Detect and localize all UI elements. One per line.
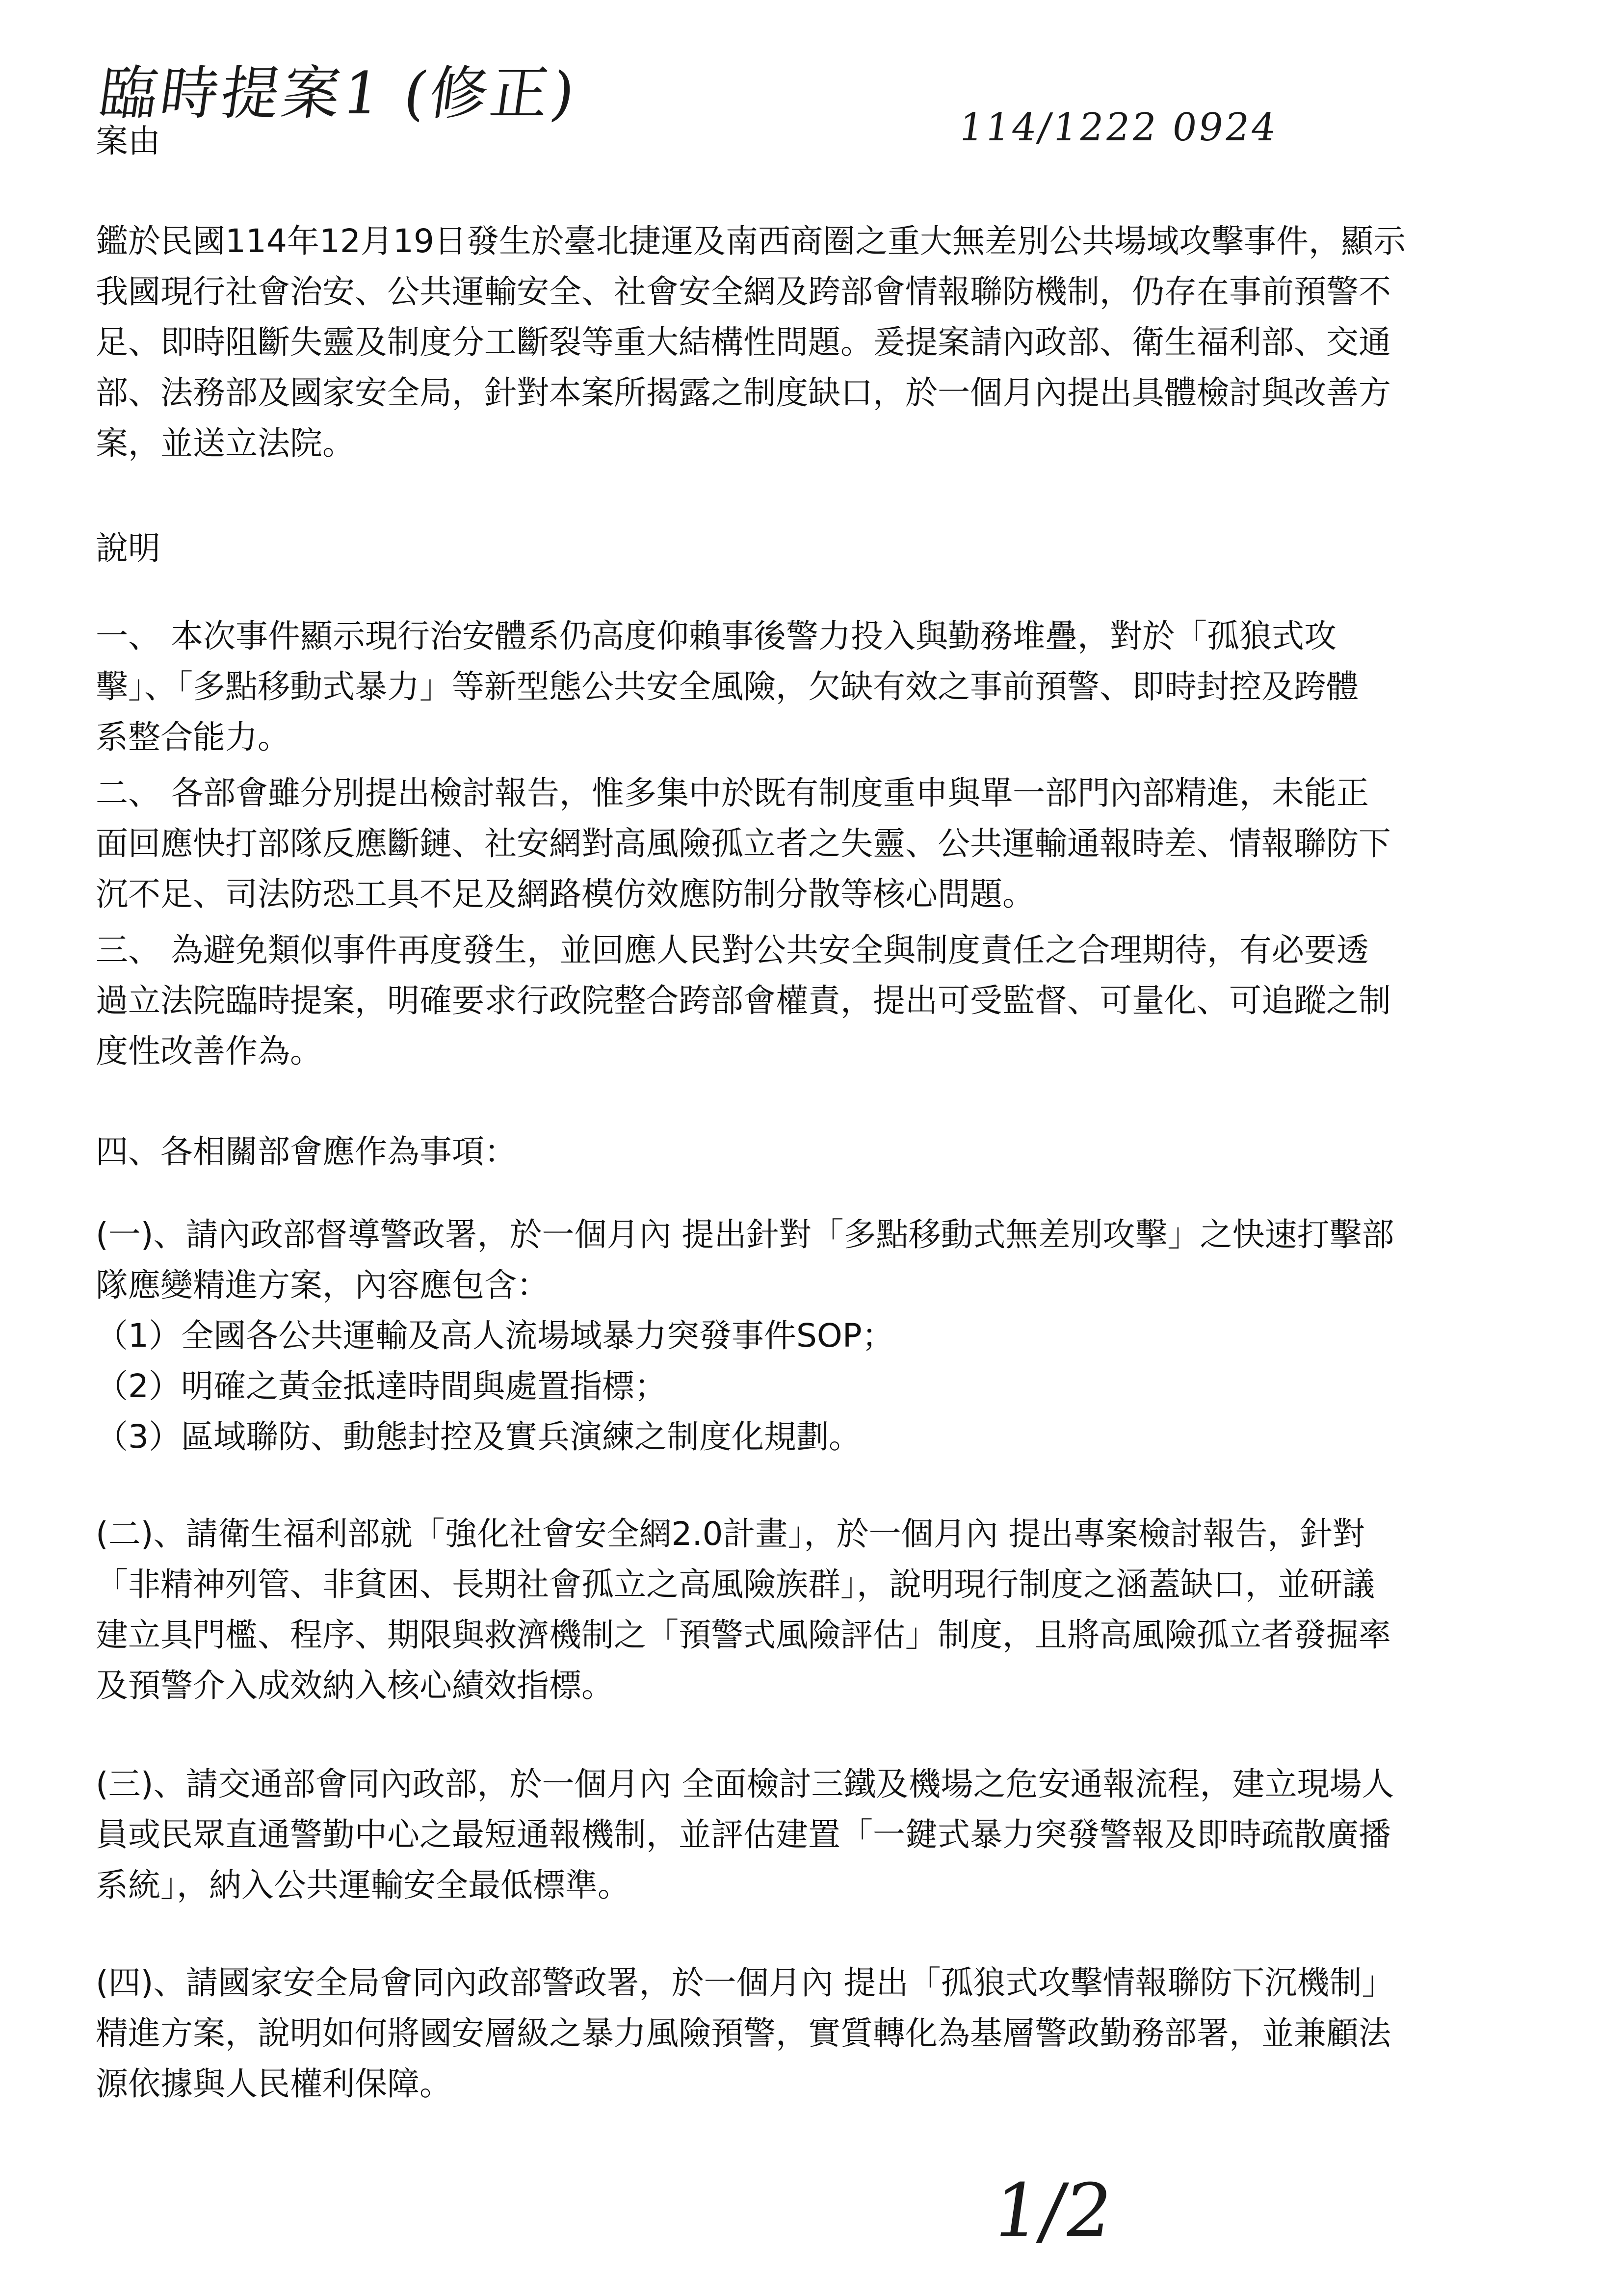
text-line: 員或民眾直通警勤中心之最短通報機制，並評估建置「一鍵式暴力突發警報及即時疏散廣播 (96, 1816, 1391, 1853)
text-line: 三、 為避免類似事件再度發生，並回應人民對公共安全與制度責任之合理期待，有必要透 (96, 931, 1369, 969)
text-line: 度性改善作為。 (96, 1032, 322, 1070)
handwritten-page-number: 1/2 (987, 2168, 1118, 2254)
text-line: （2）明確之黃金抵達時間與處置指標； (96, 1367, 667, 1405)
text-line: 案，並送立法院。 (96, 424, 355, 462)
text-line: 隊應變精進方案，內容應包含： (96, 1266, 549, 1304)
text-line: 擊」、「多點移動式暴力」等新型態公共安全風險，欠缺有效之事前預警、即時封控及跨體 (96, 668, 1359, 705)
action-item-1 (96, 1209, 1548, 1462)
text-line: 系統」，納入公共運輸安全最低標準。 (96, 1866, 630, 1904)
explain-heading: 說明 (96, 529, 160, 567)
explain-point-1 (96, 611, 1548, 762)
text-line: 鑑於民國114年12月19日發生於臺北捷運及南西商圈之重大無差別公共場域攻擊事件，顯示 (96, 222, 1406, 260)
text-line: (一)、請內政部督導警政署，於一個月內 提出針對「多點移動式無差別攻擊」之快速打擊部 (96, 1216, 1394, 1253)
text-line: 我國現行社會治安、公共運輸安全、社會安全網及跨部會情報聯防機制，仍存在事前預警不 (96, 273, 1391, 311)
text-line: 二、 各部會雖分別提出檢討報告，惟多集中於既有制度重申與單一部門內部精進，未能正 (96, 774, 1369, 812)
text-line: (二)、請衛生福利部就「強化社會安全網2.0計畫」，於一個月內 提出專案檢討報告，針對 (96, 1515, 1365, 1553)
action-item-4 (96, 1957, 1548, 2109)
handwritten-date-stamp: 114/1222 0924 (956, 105, 1281, 150)
text-line: 及預警介入成效納入核心績效指標。 (96, 1667, 614, 1704)
text-line: 沉不足、司法防恐工具不足及網路模仿效應防制分散等核心問題。 (96, 875, 1035, 913)
handwritten-title: 臨時提案1 (修正) (95, 59, 582, 127)
text-line: (四)、請國家安全局會同內政部警政署，於一個月內 提出「孤狼式攻擊情報聯防下沉機制」 (96, 1964, 1394, 2002)
text-line: 一、 本次事件顯示現行治安體系仍高度仰賴事後警力投入與勤務堆疊，對於「孤狼式攻 (96, 617, 1336, 655)
text-line: 部、法務部及國家安全局，針對本案所揭露之制度缺口，於一個月內提出具體檢討與改善方 (96, 374, 1391, 412)
text-line: 「非精神列管、非貧困、長期社會孤立之高風險族群」，說明現行制度之涵蓋缺口，並研議 (96, 1565, 1375, 1603)
text-line: 建立具門檻、程序、期限與救濟機制之「預警式風險評估」制度，且將高風險孤立者發掘率 (96, 1616, 1391, 1654)
explain-point-3 (96, 925, 1548, 1076)
text-line: （3）區域聯防、動態封控及實兵演練之制度化規劃。 (96, 1418, 861, 1456)
explain-point-4-heading: 四、各相關部會應作為事項： (96, 1133, 517, 1171)
text-line: 過立法院臨時提案，明確要求行政院整合跨部會權責，提出可受監督、可量化、可追蹤之制 (96, 982, 1391, 1019)
text-line: （1）全國各公共運輸及高人流場域暴力突發事件SOP； (96, 1317, 894, 1355)
text-line: 足、即時阻斷失靈及制度分工斷裂等重大結構性問題。爰提案請內政部、衛生福利部、交通 (96, 323, 1391, 361)
explain-point-2 (96, 768, 1548, 919)
text-line: (三)、請交通部會同內政部，於一個月內 全面檢討三鐵及機場之危安通報流程，建立現場人 (96, 1765, 1394, 1803)
action-item-3 (96, 1759, 1548, 1910)
cause-paragraph (96, 216, 1548, 469)
cause-heading: 案由 (96, 122, 160, 160)
text-line: 精進方案，說明如何將國安層級之暴力風險預警，實質轉化為基層警政勤務部署，並兼顧法 (96, 2014, 1391, 2052)
text-line: 源依據與人民權利保障。 (96, 2065, 452, 2103)
action-item-2 (96, 1509, 1548, 1711)
text-line: 系整合能力。 (96, 718, 290, 756)
text-line: 面回應快打部隊反應斷鏈、社安網對高風險孤立者之失靈、公共運輸通報時差、情報聯防下 (96, 825, 1391, 862)
